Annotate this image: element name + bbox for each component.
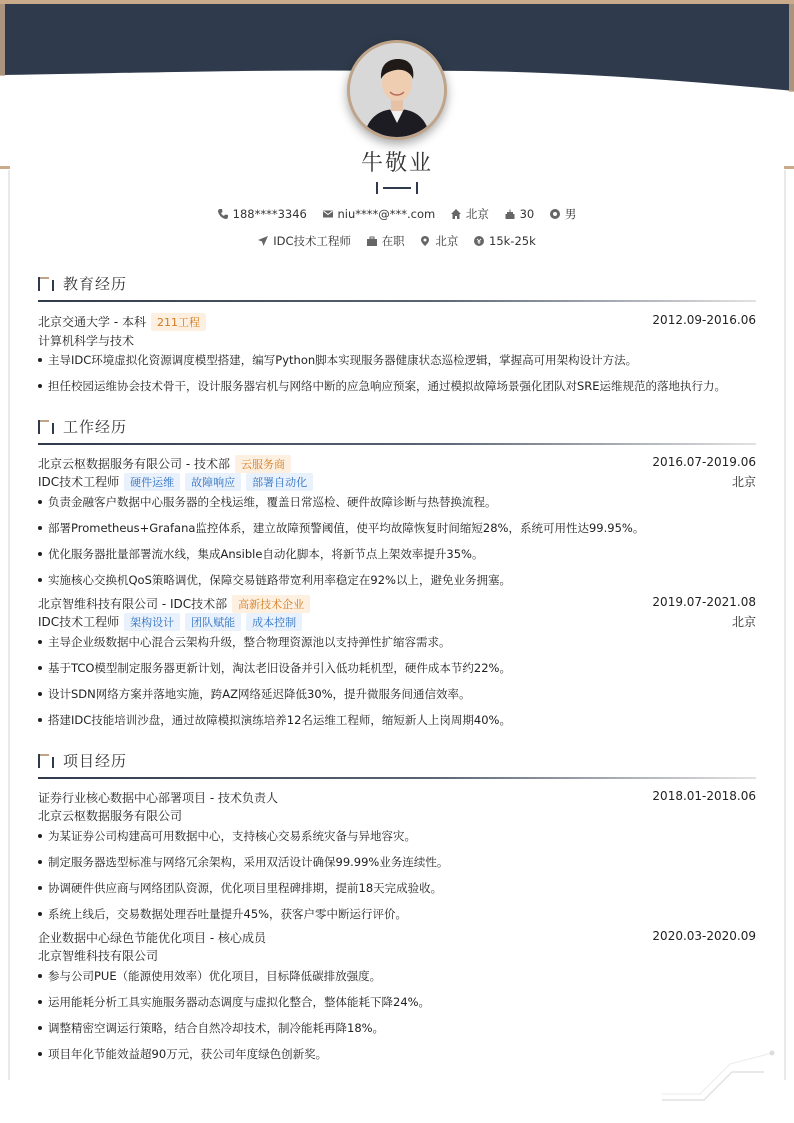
job-role: IDC技术工程师 — [38, 475, 120, 489]
company-name: 北京智维科技有限公司 - IDC技术部 — [38, 597, 228, 611]
company-tag: 高新技术企业 — [232, 595, 310, 613]
education-period: 2012.09-2016.06 — [652, 313, 756, 327]
job-period: 2019.07-2021.08 — [652, 595, 756, 609]
section-mark-icon — [38, 754, 56, 768]
mail-icon — [323, 209, 333, 219]
school-name: 北京交通大学 - 本科 — [38, 315, 146, 329]
briefcase-icon — [367, 236, 377, 246]
section-title-work: 工作经历 — [63, 418, 128, 436]
job-period: 2016.07-2019.06 — [652, 455, 756, 469]
section-title-projects: 项目经历 — [63, 752, 128, 770]
position-item: IDC技术工程师 — [258, 233, 351, 249]
target-city-item: 北京 — [420, 233, 458, 249]
list-item: 主导企业级数据中心混合云架构升级，整合物理资源池以支持弹性扩缩容需求。 — [38, 634, 756, 650]
section-title-education: 教育经历 — [63, 275, 128, 293]
name-divider-icon — [376, 182, 418, 194]
list-item: 为某证券公司构建高可用数据中心，支持核心交易系统灾备与异地容灾。 — [38, 828, 756, 844]
section-mark-icon — [38, 277, 56, 291]
section-projects — [38, 750, 756, 774]
project-entry-header — [38, 789, 756, 807]
list-item: 制定服务器选型标准与网络冗余架构，采用双活设计确保99.99%业务连续性。 — [38, 854, 756, 870]
cake-icon — [505, 209, 515, 219]
section-mark-icon — [38, 420, 56, 434]
email-item: niu****@***.com — [323, 207, 436, 221]
project-period: 2018.01-2018.06 — [652, 789, 756, 803]
candidate-name: 牛敬业 — [360, 151, 433, 176]
list-item: 搭建IDC技能培训沙盘，通过故障模拟演练培养12名运维工程师，缩短新人上岗周期40%。 — [38, 712, 756, 728]
skill-tag: 成本控制 — [246, 613, 302, 631]
phone-item: 188****3346 — [218, 207, 307, 221]
list-item: 实施核心交换机QoS策略调优，保障交易链路带宽利用率稳定在92%以上，避免业务拥塞。 — [38, 572, 756, 588]
home-icon — [451, 209, 461, 219]
job-role-row — [38, 613, 756, 631]
company-name: 北京云枢数据服务有限公司 - 技术部 — [38, 457, 230, 471]
list-item: 调整精密空调运行策略，结合自然冷却技术，制冷能耗再降18%。 — [38, 1020, 756, 1036]
list-item: 设计SDN网络方案并落地实施，跨AZ网络延迟降低30%，提升微服务间通信效率。 — [38, 686, 756, 702]
location-item: 北京 — [451, 206, 489, 222]
frame-right-border — [784, 170, 786, 1080]
status-item: 在职 — [367, 233, 405, 249]
avatar-portrait-icon — [350, 43, 444, 137]
education-entry-header — [38, 313, 756, 331]
project-company: 北京云枢数据服务有限公司 — [38, 809, 183, 823]
skill-tag: 部署自动化 — [246, 473, 313, 491]
gender-item: 男 — [550, 206, 577, 222]
section-divider — [38, 443, 756, 445]
job-entry-header — [38, 595, 756, 613]
section-work — [38, 416, 756, 440]
list-item: 部署Prometheus+Grafana监控体系，建立故障预警阈值，使平均故障恢复时间缩短28%，系统可用性达99.95%。 — [38, 520, 756, 536]
project-company: 北京智维科技有限公司 — [38, 949, 159, 963]
school-tag: 211工程 — [151, 313, 206, 331]
gender-icon — [550, 209, 560, 219]
avatar — [347, 40, 447, 140]
section-divider — [38, 777, 756, 779]
list-item: 系统上线后，交易数据处理吞吐量提升45%，获客户零中断运行评价。 — [38, 906, 756, 922]
job-role-row — [38, 473, 756, 491]
list-item: 担任校园运维协会技术骨干，设计服务器宕机与网络中断的应急响应预案，通过模拟故障场景强化团队对SRE运维规范的落地执行力。 — [38, 378, 756, 394]
corner-decoration-icon — [660, 1048, 780, 1108]
list-item: 协调硬件供应商与网络团队资源，优化项目里程碑排期，提前18天完成验收。 — [38, 880, 756, 896]
list-item: 优化服务器批量部署流水线，集成Ansible自动化脚本，将新节点上架效率提升35%。 — [38, 546, 756, 562]
frame-left-border — [8, 170, 10, 1080]
age-item: 30 — [505, 207, 535, 221]
money-icon — [474, 236, 484, 246]
skill-tag: 团队赋能 — [185, 613, 241, 631]
project-entry-header — [38, 929, 756, 947]
send-icon — [258, 236, 268, 246]
project-name: 企业数据中心绿色节能优化项目 - 核心成员 — [38, 931, 266, 945]
skill-tag: 硬件运维 — [124, 473, 180, 491]
contact-info-row — [0, 206, 794, 222]
section-divider — [38, 300, 756, 302]
list-item: 运用能耗分析工具实施服务器动态调度与虚拟化整合，整体能耗下降24%。 — [38, 994, 756, 1010]
project-name: 证券行业核心数据中心部署项目 - 技术负责人 — [38, 791, 278, 805]
list-item: 项目年化节能效益超90万元，获公司年度绿色创新奖。 — [38, 1046, 756, 1062]
job-entry-header — [38, 455, 756, 473]
list-item: 负责金融客户数据中心服务器的全栈运维，覆盖日常巡检、硬件故障诊断与热替换流程。 — [38, 494, 756, 510]
list-item: 参与公司PUE（能源使用效率）优化项目，目标降低碳排放强度。 — [38, 968, 756, 984]
job-city: 北京 — [731, 615, 756, 629]
map-pin-icon — [420, 236, 430, 246]
project-period: 2020.03-2020.09 — [652, 929, 756, 943]
list-item: 主导IDC环境虚拟化资源调度模型搭建，编写Python脚本实现服务器健康状态巡检逻辑，掌握高可用架构设计方法。 — [38, 352, 756, 368]
job-role: IDC技术工程师 — [38, 615, 120, 629]
job-city: 北京 — [731, 475, 756, 489]
company-tag: 云服务商 — [235, 455, 291, 473]
list-item: 基于TCO模型制定服务器更新计划，淘汰老旧设备并引入低功耗机型，硬件成本节约22%。 — [38, 660, 756, 676]
section-education — [38, 273, 756, 297]
education-major: 计算机科学与技术 — [38, 334, 135, 348]
skill-tag: 架构设计 — [124, 613, 180, 631]
phone-icon — [218, 209, 228, 219]
skill-tag: 故障响应 — [185, 473, 241, 491]
job-intention-row — [0, 233, 794, 249]
salary-item: 15k-25k — [474, 234, 536, 248]
